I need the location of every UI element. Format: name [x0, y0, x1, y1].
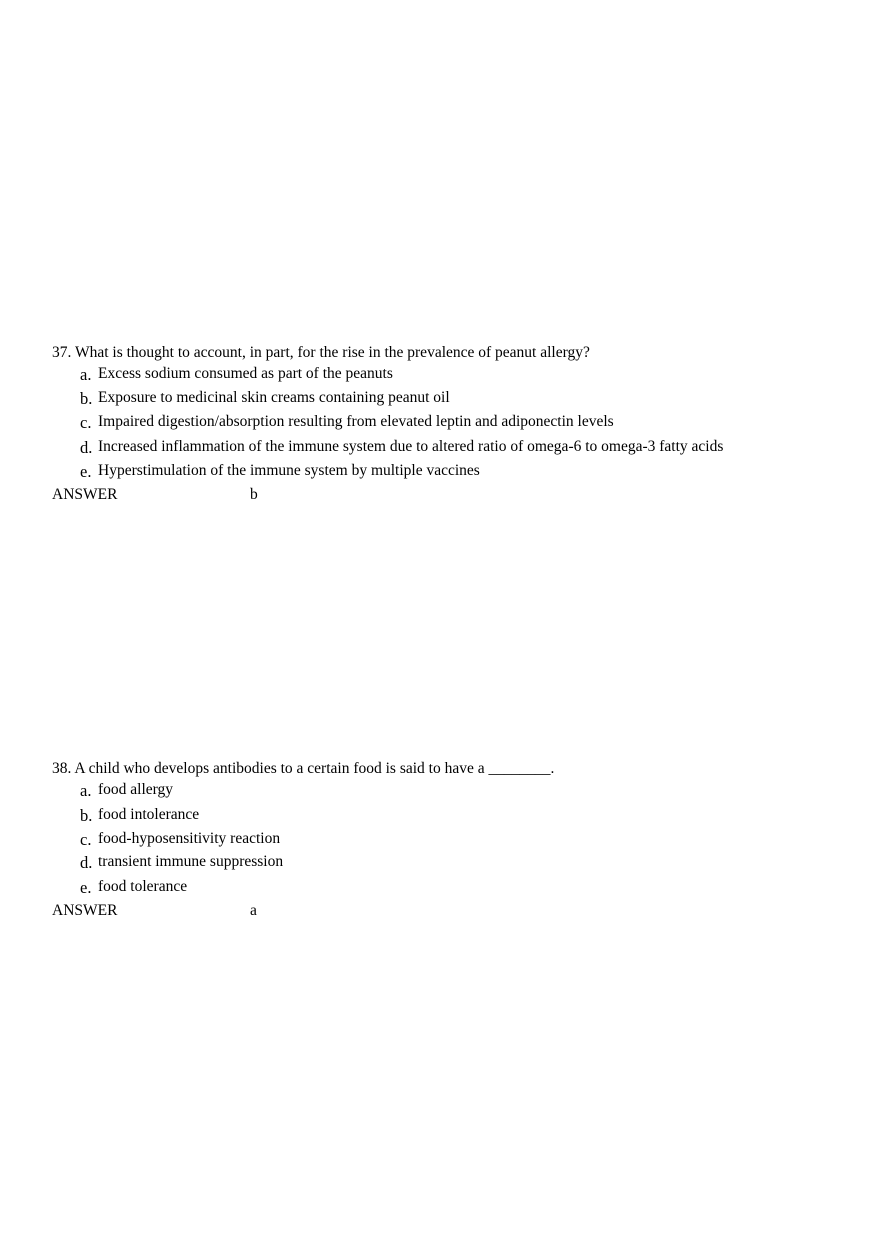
choice-letter: d. — [80, 853, 93, 872]
choice-text: food intolerance — [98, 806, 200, 823]
choice-letter: e. — [80, 462, 92, 481]
choice-text: Exposure to medicinal skin creams containing peanut oil — [98, 389, 450, 406]
choice-text: food allergy — [98, 781, 174, 798]
choice-letter: d. — [80, 438, 93, 457]
answer-value: b — [250, 486, 258, 503]
choice-text: Hyperstimulation of the immune system by multiple vaccines — [98, 462, 480, 479]
answer-label: ANSWER — [52, 486, 118, 503]
answer-label: ANSWER — [52, 902, 118, 919]
choice-text: transient immune suppression — [98, 853, 284, 870]
choice-letter: c. — [80, 830, 92, 849]
choice-e — [80, 876, 187, 897]
choice-text: food-hyposensitivity reaction — [98, 830, 281, 847]
choice-e — [80, 460, 480, 481]
choice-a — [80, 779, 173, 800]
choice-a — [80, 363, 393, 384]
choice-text: food tolerance — [98, 878, 188, 895]
choice-letter: c. — [80, 413, 92, 432]
choice-c — [80, 411, 614, 432]
choice-letter: e. — [80, 878, 92, 897]
choice-d — [80, 436, 723, 457]
choice-d — [80, 851, 283, 872]
choice-b — [80, 387, 450, 408]
answer-value: a — [250, 902, 257, 919]
choice-text: Excess sodium consumed as part of the peanuts — [98, 365, 393, 382]
choice-letter: a. — [80, 365, 92, 384]
choice-c — [80, 828, 280, 849]
choice-text: Increased inflammation of the immune system due to altered ratio of omega-6 to omega-3 fatty acids — [98, 438, 724, 455]
question-stem: 38. A child who develops antibodies to a certain food is said to have a ________. — [52, 760, 555, 777]
choice-letter: b. — [80, 389, 93, 408]
question-stem: 37. What is thought to account, in part, for the rise in the prevalence of peanut allergy? — [52, 344, 590, 361]
choice-b — [80, 804, 199, 825]
choice-text: Impaired digestion/absorption resulting from elevated leptin and adiponectin levels — [98, 413, 614, 430]
choice-letter: b. — [80, 806, 93, 825]
choice-letter: a. — [80, 781, 92, 800]
